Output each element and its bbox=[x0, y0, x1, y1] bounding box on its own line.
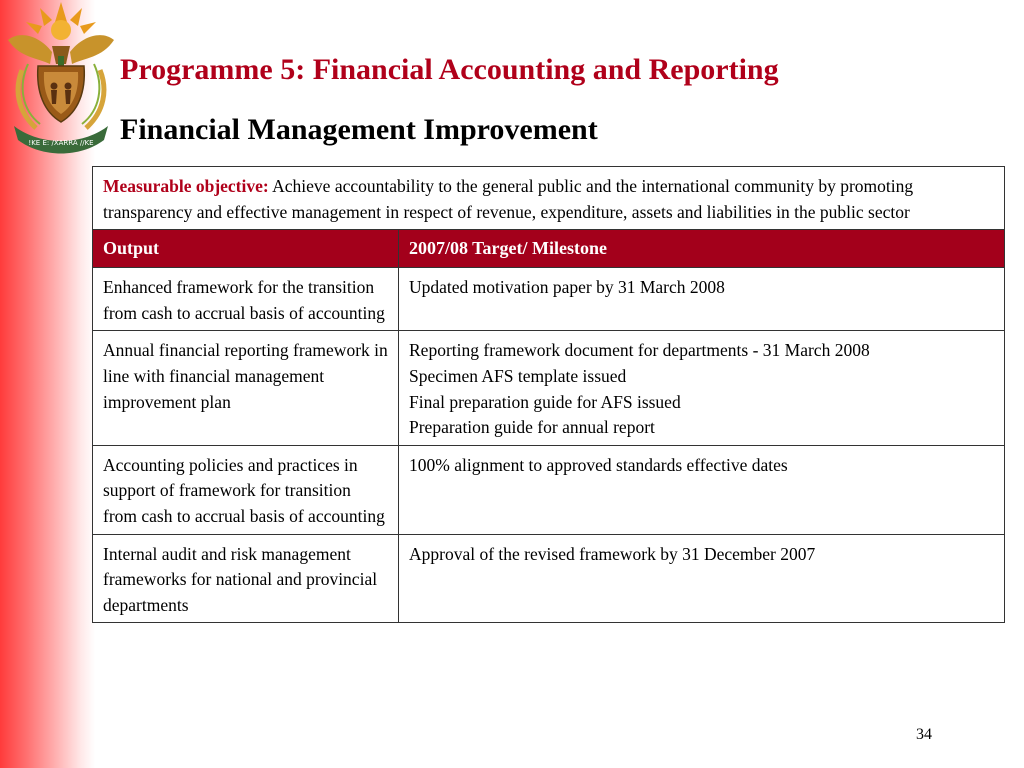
target-line: Final preparation guide for AFS issued bbox=[409, 391, 681, 412]
objective-text: Achieve accountability to the general public and the international community by promoting transparency and effective management in respect of revenue, expenditure, assets and liabilities in the public sector bbox=[103, 176, 914, 222]
output-cell: Enhanced framework for the transition from cash to accrual basis of accounting bbox=[93, 268, 399, 331]
target-line: 100% alignment to approved standards effective dates bbox=[409, 454, 788, 475]
objective-row bbox=[93, 167, 1005, 230]
output-cell: Accounting policies and practices in support of framework for transition from cash to accrual basis of accounting bbox=[93, 445, 399, 534]
objective-cell bbox=[93, 167, 1005, 230]
target-cell bbox=[399, 534, 1005, 623]
output-cell: Annual financial reporting framework in line with financial management improvement plan bbox=[93, 331, 399, 445]
table-row bbox=[93, 534, 1005, 623]
header-output: Output bbox=[93, 230, 399, 268]
page-number: 34 bbox=[916, 726, 932, 743]
output-cell: Internal audit and risk management frameworks for national and provincial departments bbox=[93, 534, 399, 623]
target-cell bbox=[399, 331, 1005, 445]
target-line: Specimen AFS template issued bbox=[409, 365, 627, 386]
target-line: Preparation guide for annual report bbox=[409, 417, 655, 438]
table-row bbox=[93, 331, 1005, 445]
table-row bbox=[93, 268, 1005, 331]
target-line: Reporting framework document for departments - 31 March 2008 bbox=[409, 340, 870, 361]
slide-title: Programme 5: Financial Accounting and Reporting bbox=[120, 53, 779, 86]
target-cell bbox=[399, 445, 1005, 534]
header-target-milestone: 2007/08 Target/ Milestone bbox=[399, 230, 1005, 268]
table-row bbox=[93, 445, 1005, 534]
objective-label: Measurable objective: bbox=[103, 176, 269, 196]
coat-of-arms-logo bbox=[0, 0, 122, 160]
table-header-row bbox=[93, 230, 1005, 268]
slide-subtitle: Financial Management Improvement bbox=[120, 113, 598, 146]
logo-motto: !KE E: /XARRA //KE bbox=[28, 139, 94, 147]
target-line: Updated motivation paper by 31 March 2008 bbox=[409, 277, 725, 298]
target-cell bbox=[399, 268, 1005, 331]
target-line: Approval of the revised framework by 31 December 2007 bbox=[409, 543, 816, 564]
milestone-table bbox=[92, 166, 1005, 623]
